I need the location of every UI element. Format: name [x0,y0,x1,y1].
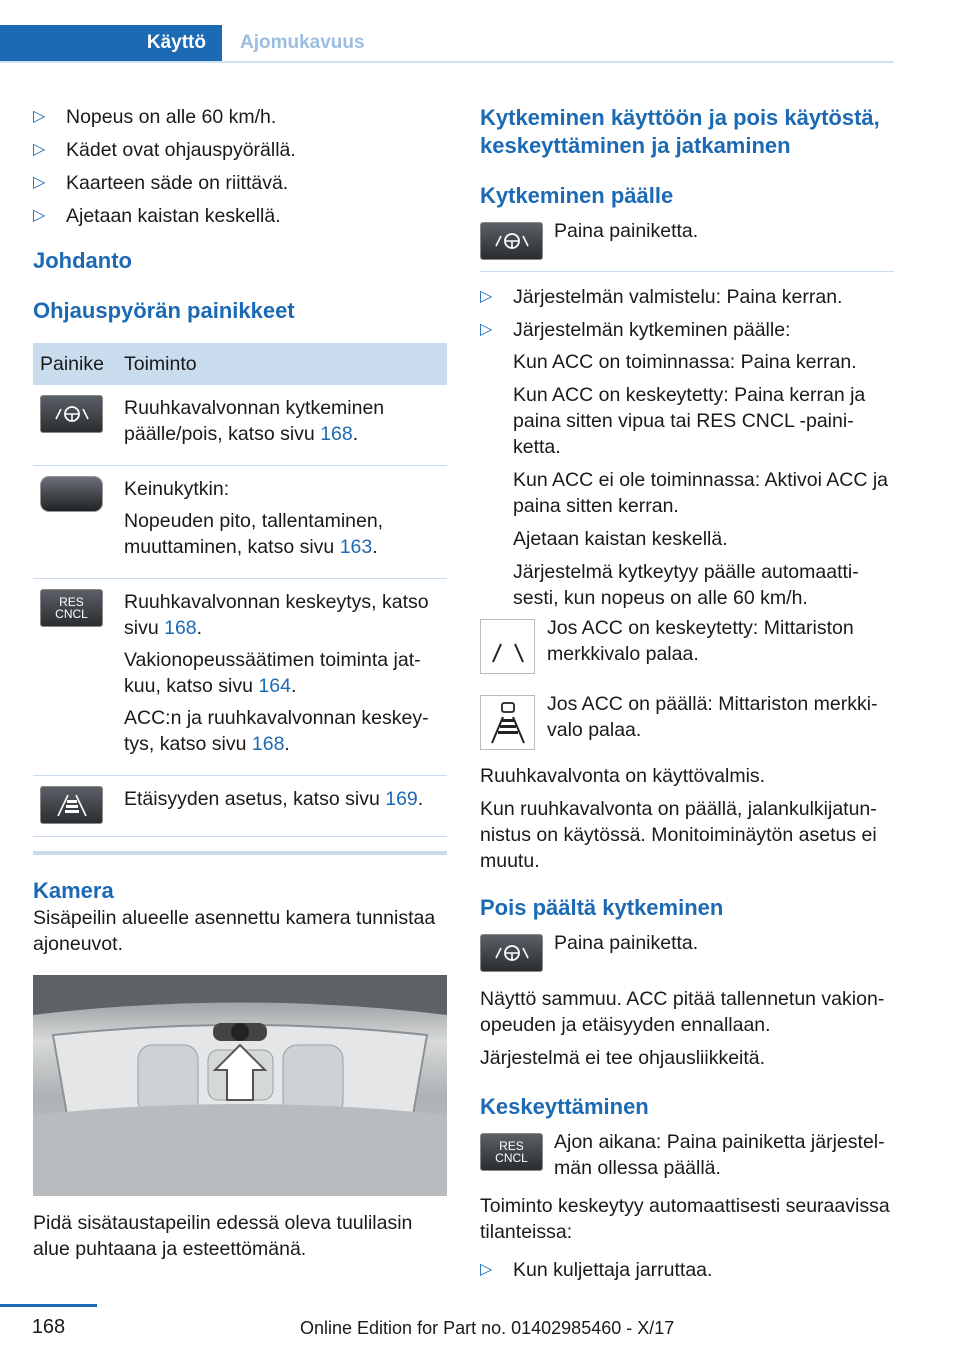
list-item: ▷ Järjestelmän kytkeminen päälle: [480,319,791,341]
list-item: ▷ Kun kuljettaja jarruttaa. [480,1259,713,1281]
indicator-row: Jos ACC on keskeytetty: Mittariston merkkivalo palaa. [480,619,894,683]
table-header-row [33,343,447,385]
camera-description: Sisäpeilin alueelle asennettu kamera tunnistaa ajoneuvot. [33,907,436,955]
heading-kytkeminen-paalle: Kytkeminen päälle [480,183,674,208]
triangle-bullet-icon: ▷ [33,108,46,125]
list-item: ▷ Nopeus on alle 60 km/h. [33,106,277,128]
heading-painikkeet: Ohjauspyörän painikkeet [33,298,295,323]
windshield-camera-photo [33,975,447,1196]
distance-setting-icon [40,786,103,824]
triangle-bullet-icon: ▷ [33,174,46,191]
list-item: ▷ Järjestelmän valmistelu: Paina kerran. [480,286,843,308]
tab-ajomukavuus[interactable]: Ajomukavuus [240,32,365,53]
heading-johdanto: Johdanto [33,248,132,273]
triangle-bullet-icon: ▷ [33,141,46,158]
page-link[interactable]: 163 [339,536,373,558]
acc-paused-indicator-icon [480,619,535,674]
triangle-bullet-icon: ▷ [480,321,493,338]
press-button-row: Paina painiketta. [480,218,894,263]
table-row: Keinukytkin: Nopeuden pito, tallentaminen, muuttaminen, katso sivu 163. [33,466,447,579]
page-link[interactable]: 168 [320,423,353,445]
page-number: 168 [31,1316,66,1338]
press-button-row: RES CNCL Ajon aikana: Paina painiketta järjestelmän ollessa päällä. [480,1129,894,1185]
list-item: ▷ Kädet ovat ohjauspyörällä. [33,139,296,161]
right-column: Kytkeminen käyttöön ja pois käytöstä, keskeyttäminen ja jatkaminen Kytkeminen päälle Paina painiketta. ▷ Järjestelmän valmistelu: Paina kerran. ▷ Järjestelmän kytkeminen päälle: Kun ACC on toiminnassa: Paina kerran. Kun ACC on keskeytetty: Paina kerran ja paina sitten vipua tai RES CNCL -painiketta. Kun ACC ei ole toiminnassa: Aktivoi ACC ja paina sitten kerran. Ajetaan kaistan keskellä. Järjestelmä kytkeytyy päälle automaattisesti, kun nopeus on alle 60 km/h. Jos ACC on keskeytetty: Mittariston merkkivalo palaa. Jos ACC on päällä: Mittariston merkkivalo palaa. Ruuhkavalvonta on käyttövalmis. Kun ruuhkavalvonta on päällä, jalankulkijatunnistus on käytössä. Monitoiminäytön asetus ei muutu. Pois päältä kytkeminen Paina painiketta. Näyttö sammuu. ACC pitää tallennetun vakionopeuden ja etäisyyden ennallaan. Järjestelmä ei tee ohjausliikkeitä. Keskeyttäminen RES CNCL Ajon aikana: Paina painiketta järjestelmän ollessa päällä. Toiminto keskeytyy automaattisesti seuraavissa tilanteissa: ▷ Kun kuljettaja jarruttaa. [480,104,894,1290]
sub-steps: Kun ACC on toiminnassa: Paina kerran. Kun ACC on keskeytetty: Paina kerran ja paina sitten vipua tai RES CNCL -painiketta. Kun ACC ei ole toiminnassa: Aktivoi ACC ja paina sitten kerran. Ajetaan kaistan keskellä. Järjestelmä kytkeytyy päälle automaattisesti, kun nopeus on alle 60 km/h. [513,351,889,609]
rocker-switch-icon [40,476,103,512]
buttons-table [33,343,447,837]
heading-kamera: Kamera [33,878,114,903]
header-tabs [0,25,894,63]
page-link[interactable]: 168 [164,617,197,639]
page-link[interactable]: 164 [258,675,291,697]
page-link[interactable]: 168 [251,733,285,755]
footer-rule [0,1304,97,1307]
list-item: ▷ Kaarteen säde on riittävä. [33,172,289,194]
heading-keskeyttaminen: Keskeyttäminen [480,1094,649,1119]
table-row: Ruuhkavalvonnan kytkeminen päälle/pois, katso sivu 168. [33,385,447,466]
acc-steering-wheel-icon [480,222,543,260]
triangle-bullet-icon: ▷ [480,288,493,305]
table-row: Etäisyyden asetus, katso sivu 169. [33,776,447,837]
acc-steering-wheel-icon [480,934,543,972]
edition-note: Online Edition for Part no. 01402985460 - X/17 [300,1318,675,1338]
table-header-toiminto: Toiminto [117,343,447,385]
left-column [33,104,447,1269]
triangle-bullet-icon: ▷ [480,1261,493,1278]
table-header-painike: Painike [33,343,117,385]
press-button-row: Paina painiketta. [480,930,894,978]
acc-active-indicator-icon [480,695,535,750]
page-link[interactable]: 169 [385,788,418,810]
divider [480,271,894,272]
list-item: ▷ Ajetaan kaistan keskellä. [33,205,281,227]
clean-windshield-note: Pidä sisätaustapeilin edessä oleva tuulilasin alue puhtaana ja esteettömänä. [33,1212,413,1260]
table-row: RES CNCL Ruuhkavalvonnan keskeytys, katso sivu 168. Vakionopeussäätimen toiminta jatkuu, katso sivu 164. ACC:n ja ruuhkavalvonnan keskeytys, katso sivu 168. [33,579,447,776]
acc-steering-wheel-icon [40,395,103,433]
indicator-row: Jos ACC on päällä: Mittariston merkkivalo palaa. [480,695,894,761]
res-cncl-button-icon: RES CNCL [40,589,103,627]
tab-kaytto[interactable]: Käyttö [0,25,222,61]
res-cncl-button-icon: RES CNCL [480,1133,543,1171]
triangle-bullet-icon: ▷ [33,207,46,224]
heading-kytkeminen: Kytkeminen käyttöön ja pois käytöstä, keskeyttäminen ja jatkaminen [480,105,880,158]
section-divider [33,851,447,855]
heading-pois-paalta: Pois päältä kytkeminen [480,895,724,920]
